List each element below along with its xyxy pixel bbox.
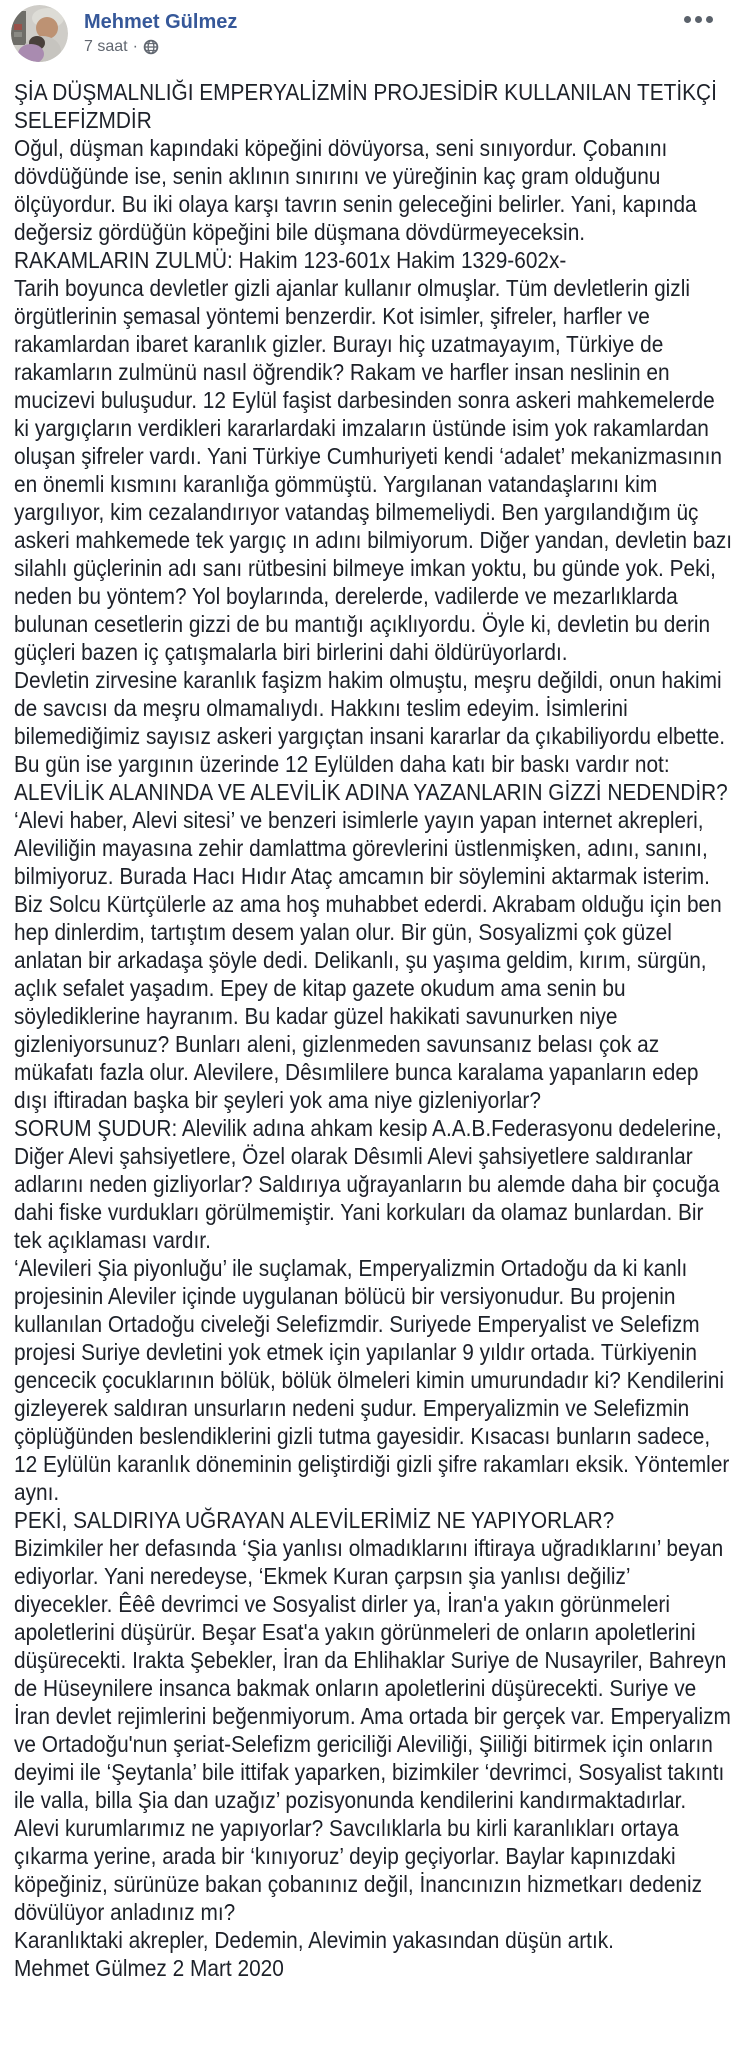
ellipsis-icon (684, 16, 691, 23)
post-paragraph: Oğul, düşman kapındaki köpeğini dövüyorsa, seni sınıyordur. Çobanını dövdüğünde ise, senin aklının sınırını ve yüreğinin kaç gram olduğunu ölçüyordur. Bu iki olaya karşı tavrın senin geleceğini belirler. Yani, kapında değersiz gördüğün köpeğini bile düşmana dövdürmeyeceksin. (14, 135, 697, 245)
post-text (14, 78, 734, 1982)
post-paragraph: Bizimkiler her defasında ‘Şia yanlısı olmadıklarını iftiraya uğradıklarını’ beyan ediyorlar. Yani neredeyse, ‘Ekmek Kuran çarpsın şia yanlısı değiliz’ diyecekler. Êêê devrimci ve Sosyalist dirler ya, İran'a yakın görünmeleri apoletlerini düşürür. Beşar Esat'a yakın görünmeleri de onların apoletlerini düşürecekti. Irakta Şebekler, İran da Ehlihaklar Suriye de Nusayriler, Bahreyn de Hüseynilere insanca bakmak onların apoletlerini düşürecekti. Suriye ve İran devlet rejimlerini beğenmiyorum. Ama ortada bir gerçek var. Emperyalizm ve Ortadoğu'nun şeriat-Selefizm gericiliği Aleviliği, Şiiliği bitirmek için onların deyimi ile ‘Şeytanla’ bile ittifak yaparken, bizimkiler ‘devrimci, Sosyalist takıntı ile valla, billa Şia dan uzağız’ pozisyonunda kendilerini kandırmaktadırlar. Alevi kurumlarımız ne yapıyorlar? Savcılıklarla bu kirli karanlıkları ortaya çıkarma yerine, arada bir ‘kınıyoruz’ deyip geçiyorlar. Baylar kapınızdaki köpeğiniz, sürünüze bakan çobanınız değil, İnancınızın hizmetkarı dedeniz dövülüyor anladınız mı? (14, 1535, 731, 1925)
post-header (0, 0, 750, 62)
header-meta (84, 5, 237, 56)
post-paragraph: RAKAMLARIN ZULMÜ: Hakim 123-601x Hakim 1329-602x- (14, 247, 567, 273)
post-paragraph: Tarih boyunca devletler gizli ajanlar kullanır olmuşlar. Tüm devletlerin gizli örgütlerinin şemasal yöntemi benzerdir. Kot isimler, şifreler, harfler ve rakamlardan ibaret karanlık gizler. Burayı hiç uzatmayayım, Türkiye de rakamların zulmünü nasıl öğrendik? Rakam ve harfler insan neslinin en mucizevi buluşudur. 12 Eylül faşist darbesinden sonra askeri mahkemelerde ki yargıçların verdikleri kararlardaki imzaların üstünde isim yok rakamlardan oluşan şifreler vardı. Yani Türkiye Cumhuriyeti kendi ‘adalet’ mekanizmasının en önemli kısmını karanlığa gömmüştü. Yargılanan vatandaşlarını kim yargılıyor, kim cezalandırıyor vatandaş bilmemeliydi. Ben yargılandığım üç askeri mahkemede tek yargıç ın adını bilmiyorum. Diğer yandan, devletin bazı silahlı güçlerinin adı sanı rütbesini bilmeye imkan yoktu, bu günde yok. Peki, neden bu yöntem? Yol boylarında, derelerde, vadilerde ve mezarlıklarda bulunan cesetlerin gizzi de bu mantığı açıklıyordu. Öyle ki, devletin bu derin güçleri bazen iç çatışmalarla biri birlerini dahi öldürüyorlardı. (14, 275, 733, 665)
post-section-heading: PEKİ, SALDIRIYA UĞRAYAN ALEVİLERİMİZ NE YAPIYORLAR? (14, 1507, 615, 1533)
profile-photo (11, 5, 68, 62)
dot-separator: · (132, 38, 138, 55)
post-paragraph: ‘Alevileri Şia piyonluğu’ ile suçlamak, Emperyalizmin Ortadoğu da ki kanlı projesinin Aleviler içinde uygulanan bölücü bir versiyonudur. Bu projenin kullanılan Ortadoğu civeleği Selefizmdir. Suriyede Emperyalist ve Selefizm projesi Suriye devletini yok etmek için yapılanlar 9 yıldır ortada. Türkiyenin gencecik çocuklarının bölük, bölük ölmeleri kimin umurundadır ki? Kendilerini gizleyerek saldıran unsurların nedeni şudur. Emperyalizmin ve Selefizmin çöplüğünden beslendiklerini gizli tutma gayesidir. Kısacası bunların sadece, 12 Eylülün karanlık döneminin geliştirdiği gizli şifre rakamları eksik. Yöntemler aynı. (14, 1255, 730, 1505)
author-name[interactable]: Mehmet Gülmez (84, 11, 238, 33)
post-timestamp[interactable]: 7 saat (84, 38, 128, 55)
post-signature: Mehmet Gülmez 2 Mart 2020 (14, 1955, 284, 1981)
post-title-line: ŞİA DÜŞMALNLIĞI EMPERYALİZMİN PROJESİDİR KULLANILAN TETİKÇİ SELEFİZMDİR (14, 79, 717, 133)
globe-icon (143, 39, 159, 55)
post-paragraph: Devletin zirvesine karanlık faşizm hakim olmuştu, meşru değildi, onun hakimi de savcısı da meşru olmamalıydı. Hakkını teslim edeyim. İsimlerini bilemediğimiz sayısız askeri yargıçtan insani kararlar da çıkabiliyordu elbette. Bu gün ise yargının üzerinde 12 Eylülden daha katı bir baskı vardır not: (14, 667, 726, 777)
post-section-heading: ALEVİLİK ALANINDA VE ALEVİLİK ADINA YAZANLARIN GİZZİ NEDENDİR? (14, 779, 728, 805)
post-paragraph: SORUM ŞUDUR: Alevilik adına ahkam kesip A.A.B.Federasyonu dedelerine, Diğer Alevi şahsiyetlere, Özel olarak Dêsımli Alevi şahsiyetlere saldıranlar adlarını neden gizliyorlar? Saldırıya uğrayanların bu alemde daha bir çocuğa dahi fiske vurdukları görülmemiştir. Yani korkuları da olamaz bunlardan. Bir tek açıklaması vardır. (14, 1115, 722, 1253)
post-options-button[interactable] (680, 12, 717, 27)
post-meta-line (84, 38, 237, 56)
profile-avatar[interactable] (11, 5, 68, 62)
post-paragraph: Karanlıktaki akrepler, Dedemin, Alevimin yakasından düşün artık. (14, 1927, 614, 1953)
post-paragraph: ‘Alevi haber, Alevi sitesi’ ve benzeri isimlerle yayın yapan internet akrepleri, Aleviliğin mayasına zehir damlattma görevlerini üstlenmişken, adını, sanını, bilmiyoruz. Burada Hacı Hıdır Ataç amcamın bir söylemini aktarmak isterim. Biz Solcu Kürtçülerle az ama hoş muhabbet ederdi. Akrabam olduğu için ben hep dinlerdim, tartıştım desem yalan olur. Bir gün, Sosyalizmi çok güzel anlatan bir arkadaşa şöyle dedi. Delikanlı, şu yaşıma geldim, kırım, sürgün, açlık sefalet yaşadım. Epey de kitap gazete okudum ama senin bu söylediklerine hayranım. Bu kadar güzel hakikati savunurken niye gizleniyorsunuz? Bunları aleni, gizlenmeden savunsanız belası çok az mükafatı fazla olur. Alevilere, Dêsımlilere bunca karalama yapanların edep dışı iftiradan başka bir şeyleri yok ama niye gizleniyorlar? (14, 807, 722, 1113)
post-body (0, 62, 736, 1982)
